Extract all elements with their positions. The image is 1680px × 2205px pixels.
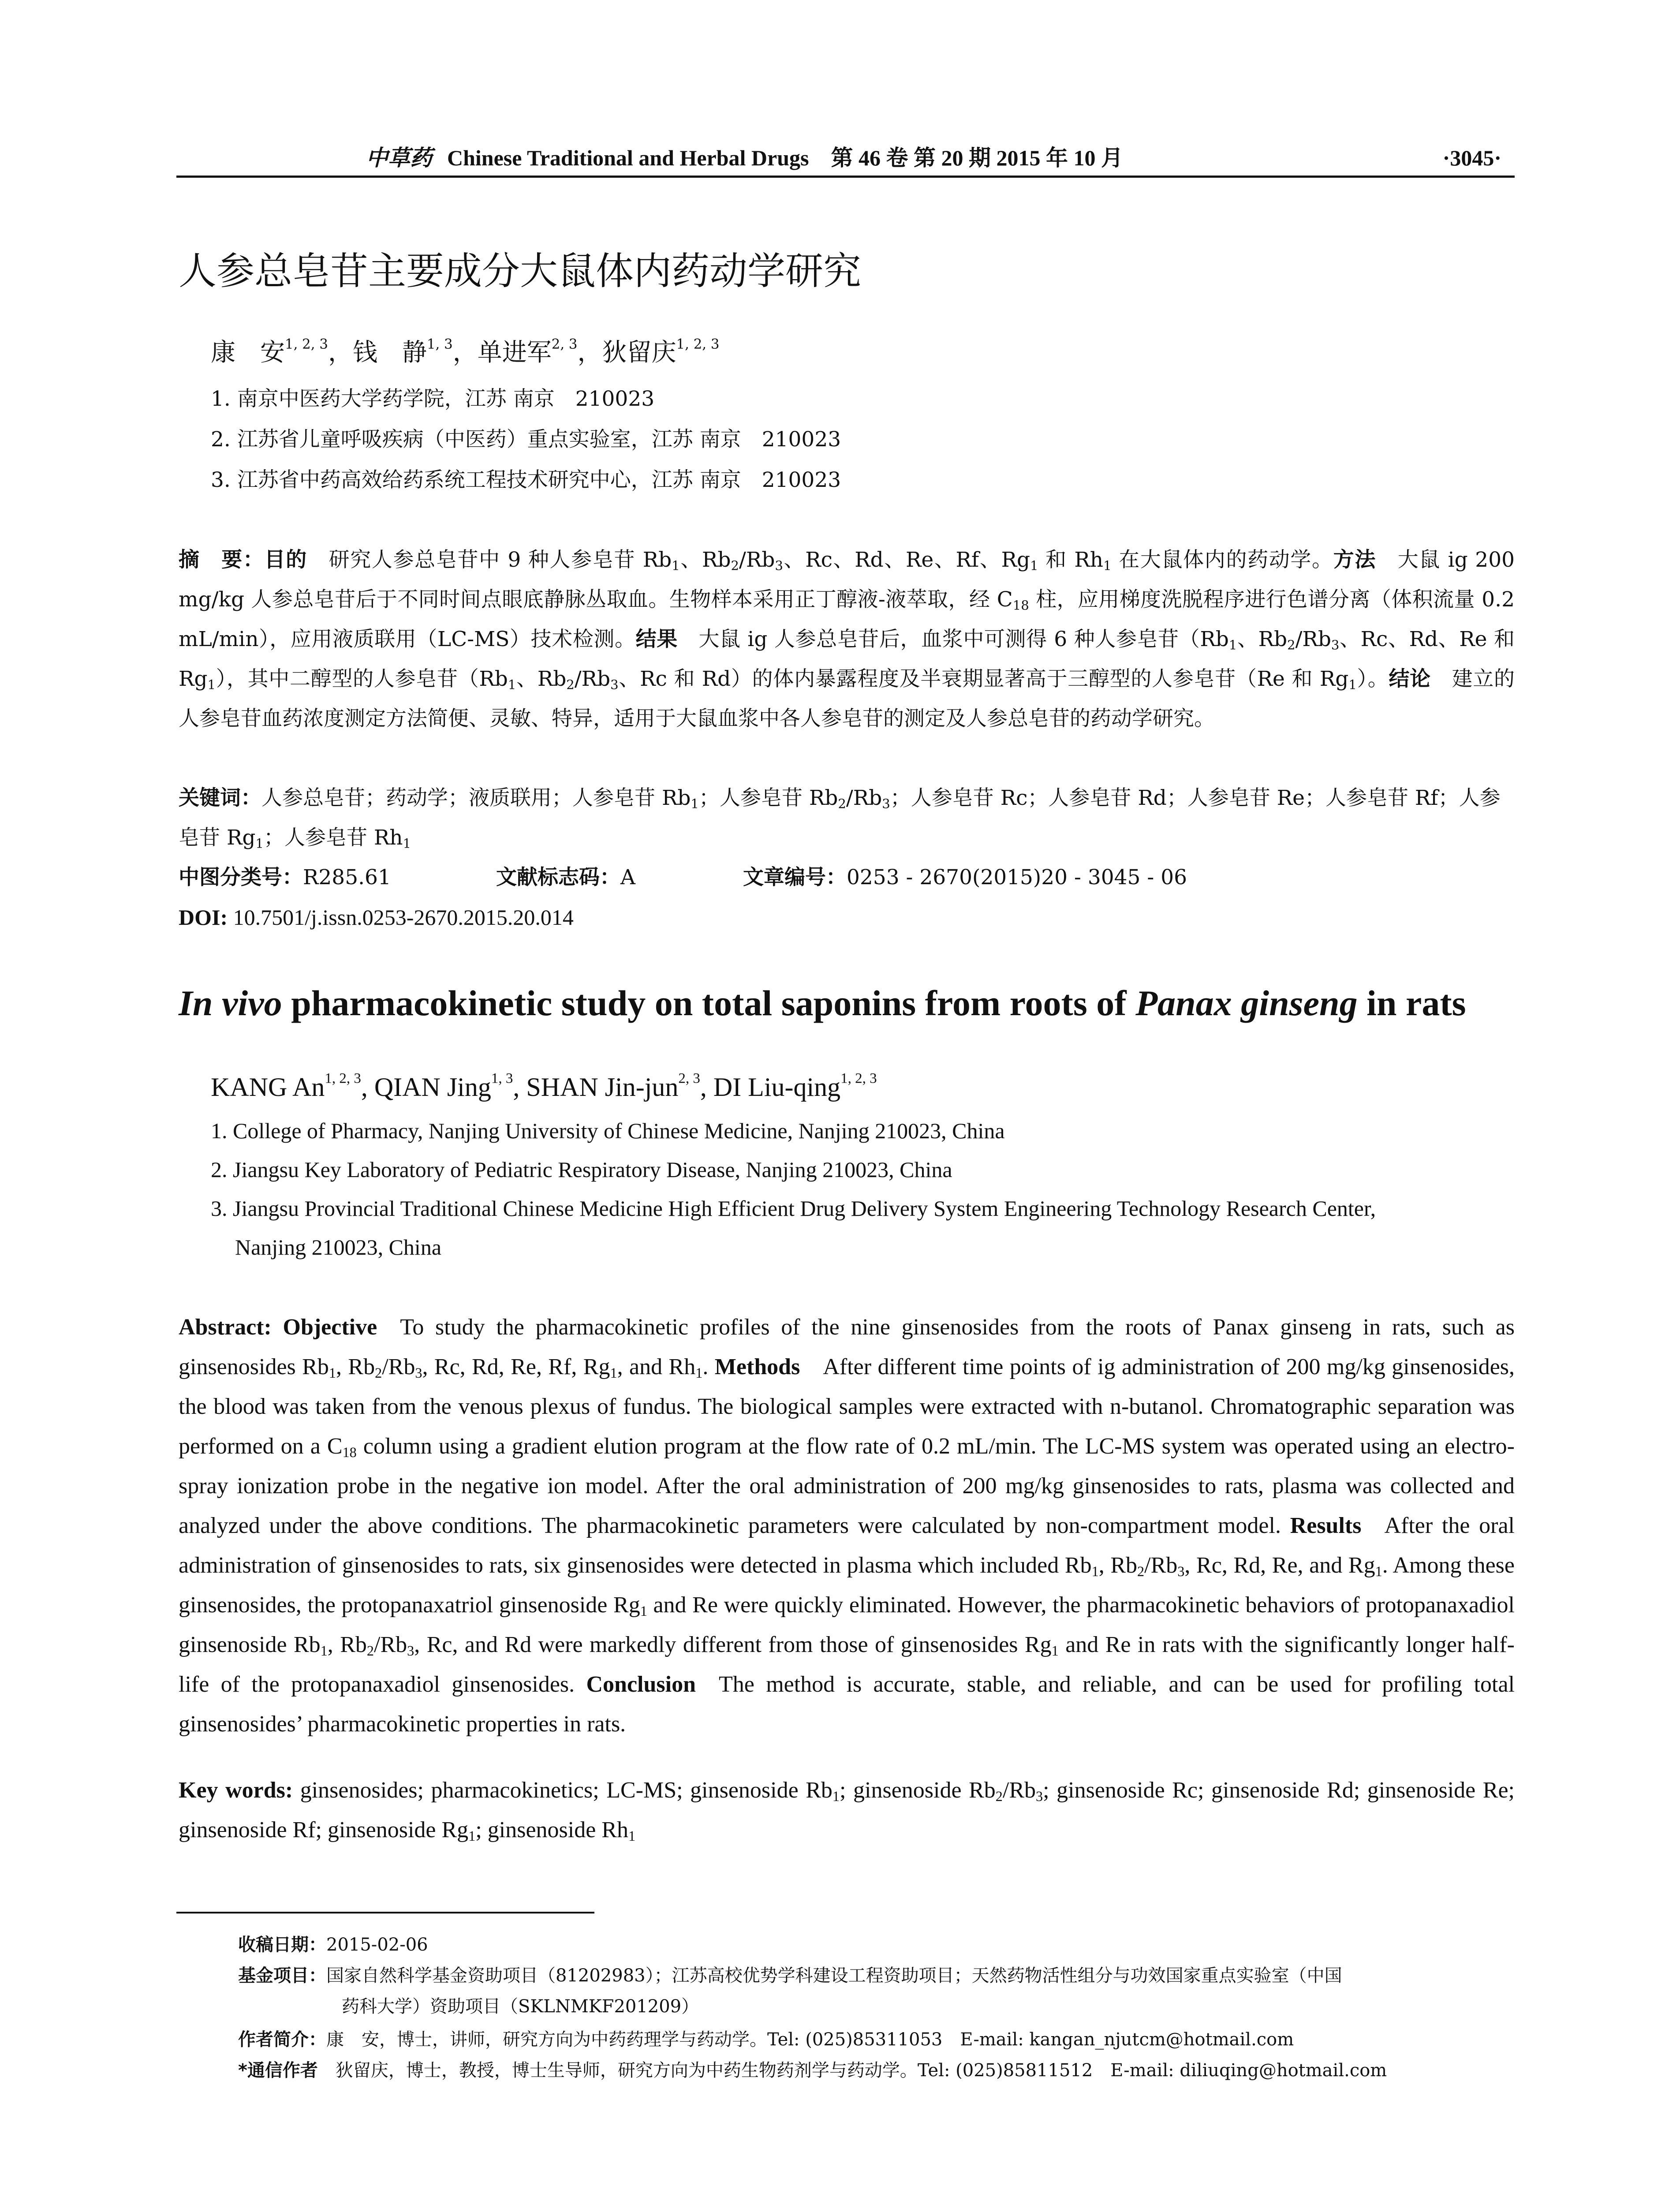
- article-id: 0253 - 2670(2015)20 - 3045 - 06: [847, 865, 1187, 889]
- en-conclusion-text: The method is accurate, stable, and reliable, and can be used for profiling total ginsenosides’ pharmacokinetic properties in rats.: [179, 1672, 1515, 1737]
- cn-objective-text: 研究人参总皂苷中 9 种人参皂苷 $Rb_1$、$Rb_2/Rb_3$、Rc、Rd、Re、Rf、$Rg_1$ 和 $Rh_1$ 在大鼠体内的药动学。: [329, 548, 1333, 573]
- header-rule: [176, 176, 1515, 178]
- cn-author: 狄留庆: [602, 338, 676, 367]
- cn-author: 康 安: [211, 338, 285, 367]
- author-bio-label: 作者简介：: [238, 2029, 326, 2050]
- en-keywords-text: ginsenosides; pharmacokinetics; LC-MS; ginsenoside $Rb_1$; ginsenoside $Rb_2/Rb_3$; ginsenoside Rc; ginsenoside Rd; ginsenoside Re; ginsenoside Rf; ginsenoside $Rg_1$; ginsenoside $Rh_1$: [179, 1778, 1515, 1844]
- doc-code: A: [620, 865, 635, 889]
- article-id-label: 文章编号：: [743, 865, 847, 889]
- page-number: ·3045·: [1442, 146, 1501, 170]
- en-author: DI Liu-qing: [713, 1073, 841, 1102]
- cn-authors: 康 安$^{1, 2, 3}$，钱 静$^{1, 3}$，单进军$^{2, 3}$，狄留庆$^{1, 2, 3}$: [211, 336, 720, 367]
- en-results-label: Results: [1290, 1513, 1362, 1538]
- cn-author-affiliation-mark: 2, 3: [551, 336, 578, 352]
- clc-number: R285.61: [303, 865, 391, 889]
- cn-conclusion-text: 建立的人参皂苷血药浓度测定方法简便、灵敏、特异，适用于大鼠血浆中各人参皂苷的测定及人参总皂苷的药动学研究。: [179, 667, 1515, 731]
- en-keywords-label: Key words:: [179, 1778, 293, 1803]
- en-objective-label: Objective: [283, 1315, 377, 1340]
- cn-abstract-label: 摘 要：: [179, 548, 265, 572]
- cn-keywords-text: 人参总皂苷；药动学；液质联用；人参皂苷 $Rb_1$；人参皂苷 $Rb_2/Rb_3$；人参皂苷 Rc；人参皂苷 Rd；人参皂苷 Re；人参皂苷 Rf；人参皂苷 $Rg_1$；人参皂苷 $Rh_1$: [179, 786, 1501, 851]
- cn-author: 钱 静: [352, 338, 427, 367]
- cn-objective-label: 目的: [264, 548, 307, 572]
- footnote-fund: [238, 1960, 1517, 1991]
- cn-keywords-label: 关键词：: [179, 786, 261, 810]
- footnote-received: [238, 1929, 1517, 1960]
- cn-affiliation-2: 2. 江苏省儿童呼吸疾病（中医药）重点实验室，江苏 南京 210023: [211, 427, 841, 452]
- en-title-middle: pharmacokinetic study on total saponins from roots of: [291, 983, 1127, 1023]
- corresponding-label: *通信作者: [238, 2060, 318, 2081]
- running-header: [176, 140, 1515, 176]
- en-title-end: in rats: [1366, 983, 1466, 1023]
- cn-abstract: [179, 540, 1515, 739]
- cn-results-label: 结果: [635, 627, 678, 651]
- cn-title: 人参总皂苷主要成分大鼠体内药动学研究: [179, 249, 861, 293]
- en-author: SHAN Jin-jun: [526, 1073, 679, 1102]
- issue-info: 第 46 卷 第 20 期 2015 年 10 月: [831, 146, 1123, 170]
- en-affiliation-2: 2. Jiangsu Key Laboratory of Pediatric Respiratory Disease, Nanjing 210023, China: [211, 1157, 952, 1182]
- en-authors: KANG An$^{1, 2, 3}$, QIAN Jing$^{1, 3}$, SHAN Jin-jun$^{2, 3}$, DI Liu-qing$^{1, 2, 3}$: [211, 1070, 877, 1102]
- en-abstract-label: Abstract:: [179, 1315, 272, 1340]
- author-bio-text: 康 安，博士，讲师，研究方向为中药药理学与药动学。Tel: (025)85311053 E-mail: kangan_njutcm@hotmail.com: [326, 2029, 1294, 2050]
- doc-code-label: 文献标志码：: [496, 865, 620, 889]
- footnote-corresponding: [238, 2055, 1517, 2086]
- en-author: QIAN Jing: [374, 1073, 491, 1102]
- received-label: 收稿日期：: [238, 1935, 326, 1955]
- cn-conclusion-label: 结论: [1389, 667, 1431, 691]
- cn-affiliation-3: 3. 江苏省中药高效给药系统工程技术研究中心，江苏 南京 210023: [211, 468, 841, 492]
- fund-text-cont: 药科大学）资助项目（SKLNMKF201209）: [342, 1996, 699, 2017]
- journal-name-en: Chinese Traditional and Herbal Drugs: [447, 146, 809, 170]
- doi-label: DOI:: [179, 905, 228, 930]
- footnote-author: [238, 2024, 1517, 2055]
- en-title-italic-1: In vivo: [179, 983, 282, 1023]
- en-author-affiliation-mark: 1, 2, 3: [325, 1070, 361, 1087]
- footnote-fund-cont: [238, 1991, 1517, 2022]
- corresponding-text: 狄留庆，博士，教授，博士生导师，研究方向为中药生物药剂学与药动学。Tel: (025)85811512 E-mail: diliuqing@hotmail.com: [335, 2060, 1387, 2081]
- en-author-affiliation-mark: 2, 3: [678, 1070, 700, 1087]
- clc-label: 中图分类号：: [179, 865, 303, 889]
- en-author-affiliation-mark: 1, 3: [491, 1070, 513, 1087]
- en-affiliation-3-cont: Nanjing 210023, China: [235, 1235, 442, 1259]
- cn-author-affiliation-mark: 1, 3: [426, 336, 453, 352]
- en-author: KANG An: [211, 1073, 325, 1102]
- cn-methods-label: 方法: [1333, 548, 1377, 572]
- en-methods-text: After different time points of ig administration of 200 mg/kg ginsenosides, the blood was taken from the venous plexus of fundus. The biological samples were extracted with n-butanol. Chromatographic separation was performed on a $C_{18}$ column using a gradient elution program at the flow rate of 0.2 mL/min. The LC-MS system was operated using an electro-spray ionization probe in the negative ion model. After the oral administration of 200 mg/kg ginsenosides to rats, plasma was collected and analyzed under the above conditions. The pharmacokinetic parameters were calculated by non-compartment model.: [179, 1354, 1515, 1538]
- en-abstract: [179, 1308, 1515, 1744]
- cn-author-affiliation-mark: 1, 2, 3: [285, 336, 328, 352]
- received-date: 2015-02-06: [326, 1935, 428, 1955]
- cn-affiliation-1: 1. 南京中医药大学药学院，江苏 南京 210023: [211, 387, 655, 411]
- cn-results-text: 大鼠 ig 人参总皂苷后，血浆中可测得 6 种人参皂苷（$Rb_1$、$Rb_2/Rb_3$、Rc、Rd、Re 和 $Rg_1$），其中二醇型的人参皂苷（$Rb_1$、$Rb_2/Rb_3$、Rc 和 Rd）的体内暴露程度及半衰期显著高于三醇型的人参皂苷（Re 和 $Rg_1$）。: [179, 627, 1515, 692]
- fund-text: 国家自然科学基金资助项目（81202983）；江苏高校优势学科建设工程资助项目；天然药物活性组分与功效国家重点实验室（中国: [326, 1966, 1342, 1986]
- en-keywords: [179, 1771, 1515, 1850]
- en-affiliation-1: 1. College of Pharmacy, Nanjing University of Chinese Medicine, Nanjing 210023, China: [211, 1118, 1005, 1143]
- classification-line: [179, 858, 1187, 897]
- doi-line: [179, 897, 574, 937]
- journal-name: [366, 140, 1123, 176]
- fund-label: 基金项目：: [238, 1966, 326, 1986]
- journal-name-cn: 中草药: [366, 146, 432, 170]
- en-title: [179, 977, 1466, 1030]
- en-objective-text: To study the pharmacokinetic profiles of the nine ginsenosides from the roots of Panax ginseng in rats, such as ginsenosides $Rb_1$, $Rb_2/Rb_3$, Rc, Rd, Re, Rf, $Rg_1$, and $Rh_1$.: [179, 1315, 1515, 1381]
- en-results-text: After the oral administration of ginsenosides to rats, six ginsenosides were detected in plasma which included $Rb_1$, $Rb_2/Rb_3$, Rc, Rd, Re, and $Rg_1$. Among these ginsenosides, the protopanaxatriol ginsenoside $Rg_1$ and Re were quickly eliminated. However, the pharmacokinetic behaviors of protopanaxadiol ginsenoside $Rb_1$, $Rb_2/Rb_3$, Rc, and Rd were markedly different from those of ginsenosides $Rg_1$ and Re in rats with the significantly longer half-life of the protopanaxadiol ginsenosides.: [179, 1513, 1515, 1697]
- en-title-italic-2: Panax ginseng: [1135, 983, 1358, 1023]
- doi-value: 10.7501/j.issn.0253-2670.2015.20.014: [233, 905, 574, 930]
- cn-author-affiliation-mark: 1, 2, 3: [676, 336, 720, 352]
- en-conclusion-label: Conclusion: [586, 1672, 696, 1697]
- cn-author: 单进军: [477, 338, 552, 367]
- en-methods-label: Methods: [714, 1354, 800, 1379]
- en-author-affiliation-mark: 1, 2, 3: [840, 1070, 877, 1087]
- cn-methods-text: 大鼠 ig 200 mg/kg 人参总皂苷后于不同时间点眼底静脉丛取血。生物样本采用正丁醇液-液萃取，经 $C_{18}$ 柱，应用梯度洗脱程序进行色谱分离（体积流量 0.2 mL/min），应用液质联用（LC-MS）技术检测。: [179, 548, 1515, 651]
- cn-keywords: [179, 778, 1515, 858]
- footnote-rule: [176, 1912, 594, 1913]
- en-affiliation-3: 3. Jiangsu Provincial Traditional Chinese Medicine High Efficient Drug Delivery System Engineering Technology Research Center,: [211, 1196, 1376, 1221]
